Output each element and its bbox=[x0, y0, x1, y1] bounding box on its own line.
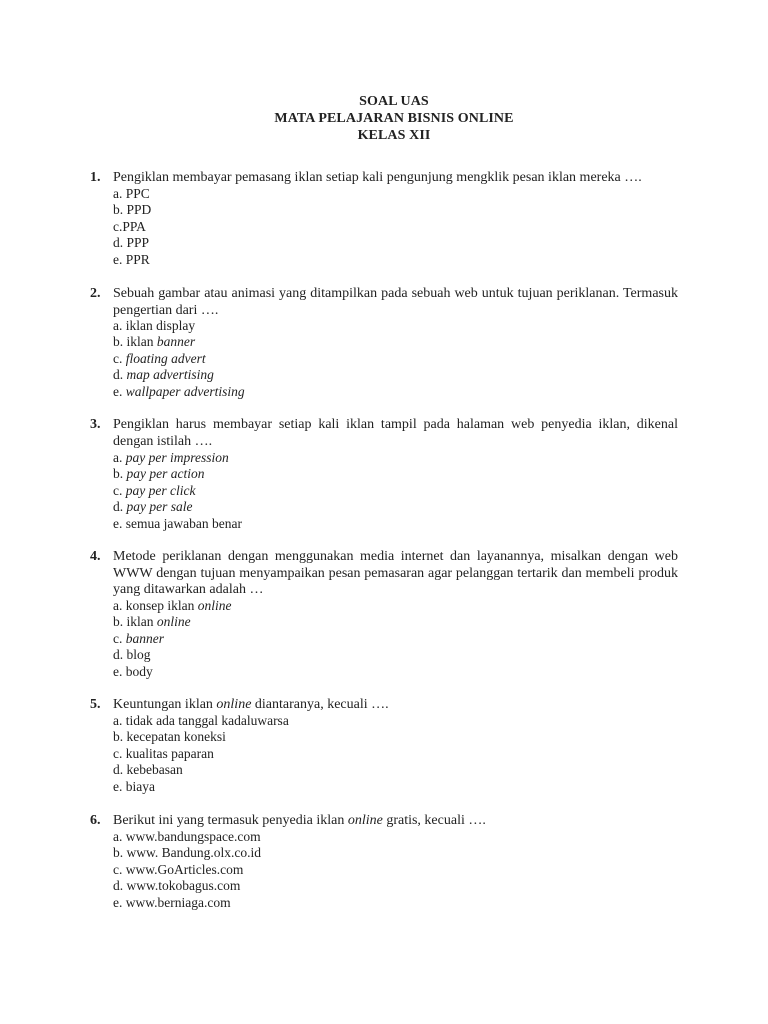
option-d: d. map advertising bbox=[113, 367, 214, 383]
option-b: b. www. Bandung.olx.co.id bbox=[113, 845, 261, 861]
option-b: b. PPD bbox=[113, 202, 152, 218]
header-title: SOAL UAS bbox=[359, 94, 429, 109]
question-text: Keuntungan iklan online diantaranya, kecuali …. bbox=[113, 697, 389, 712]
question-number: 1. bbox=[90, 170, 101, 185]
option-e: e. biaya bbox=[113, 778, 155, 794]
option-d: d. pay per sale bbox=[113, 499, 193, 515]
option-b: b. iklan banner bbox=[113, 334, 196, 350]
option-b: b. pay per action bbox=[113, 466, 205, 482]
option-e: e. www.berniaga.com bbox=[113, 894, 231, 910]
question-text: Berikut ini yang termasuk penyedia iklan online gratis, kecuali …. bbox=[113, 813, 486, 828]
option-d: d. kebebasan bbox=[113, 762, 183, 778]
question-number: 6. bbox=[90, 813, 101, 828]
question-number: 3. bbox=[90, 417, 101, 432]
option-e: e. semua jawaban benar bbox=[113, 515, 242, 531]
option-d: d. PPP bbox=[113, 235, 150, 251]
option-c: c. banner bbox=[113, 630, 164, 646]
question-text: Metode periklanan dengan menggunakan media internet dan layanannya, misalkan dengan web WWW dengan tujuan menyampaikan pesan pemasaran agar pelanggan tertarik dan membeli produk yang ditawarkan adalah … bbox=[113, 549, 678, 597]
question-number: 5. bbox=[90, 697, 101, 712]
option-a: a. pay per impression bbox=[113, 450, 229, 465]
option-e: e. PPR bbox=[113, 251, 150, 267]
header-class: KELAS XII bbox=[357, 128, 431, 143]
option-a: a. tidak ada tanggal kadaluwarsa bbox=[113, 713, 289, 728]
question-number: 2. bbox=[90, 286, 101, 301]
option-list bbox=[113, 598, 231, 680]
question-number: 4. bbox=[90, 549, 101, 564]
option-list bbox=[113, 450, 242, 532]
option-list bbox=[113, 186, 151, 268]
question-text: Sebuah gambar atau animasi yang ditampilkan pada sebuah web untuk tujuan periklanan. Termasuk pengertian dari …. bbox=[113, 286, 678, 318]
option-a: a. PPC bbox=[113, 186, 150, 201]
option-a: a. konsep iklan online bbox=[113, 598, 232, 613]
option-d: d. www.tokobagus.com bbox=[113, 878, 241, 894]
option-list bbox=[113, 318, 245, 400]
option-a: a. www.bandungspace.com bbox=[113, 829, 261, 844]
question-text: Pengiklan harus membayar setiap kali iklan tampil pada halaman web penyedia iklan, dikenal dengan istilah …. bbox=[113, 417, 678, 449]
option-list bbox=[113, 713, 289, 795]
option-c: c. kualitas paparan bbox=[113, 745, 214, 761]
question-text: Pengiklan membayar pemasang iklan setiap kali pengunjung mengklik pesan iklan mereka …. bbox=[113, 170, 642, 185]
exam-header bbox=[0, 93, 768, 144]
option-e: e. body bbox=[113, 663, 153, 679]
option-list bbox=[113, 829, 261, 911]
option-d: d. blog bbox=[113, 647, 151, 663]
option-c: c. pay per click bbox=[113, 482, 196, 498]
option-b: b. kecepatan koneksi bbox=[113, 729, 226, 745]
option-c: c. floating advert bbox=[113, 350, 206, 366]
option-b: b. iklan online bbox=[113, 614, 191, 630]
header-subject: MATA PELAJARAN BISNIS ONLINE bbox=[274, 111, 514, 126]
option-c: c.PPA bbox=[113, 218, 146, 234]
option-c: c. www.GoArticles.com bbox=[113, 861, 244, 877]
option-e: e. wallpaper advertising bbox=[113, 383, 245, 399]
option-a: a. iklan display bbox=[113, 318, 196, 333]
